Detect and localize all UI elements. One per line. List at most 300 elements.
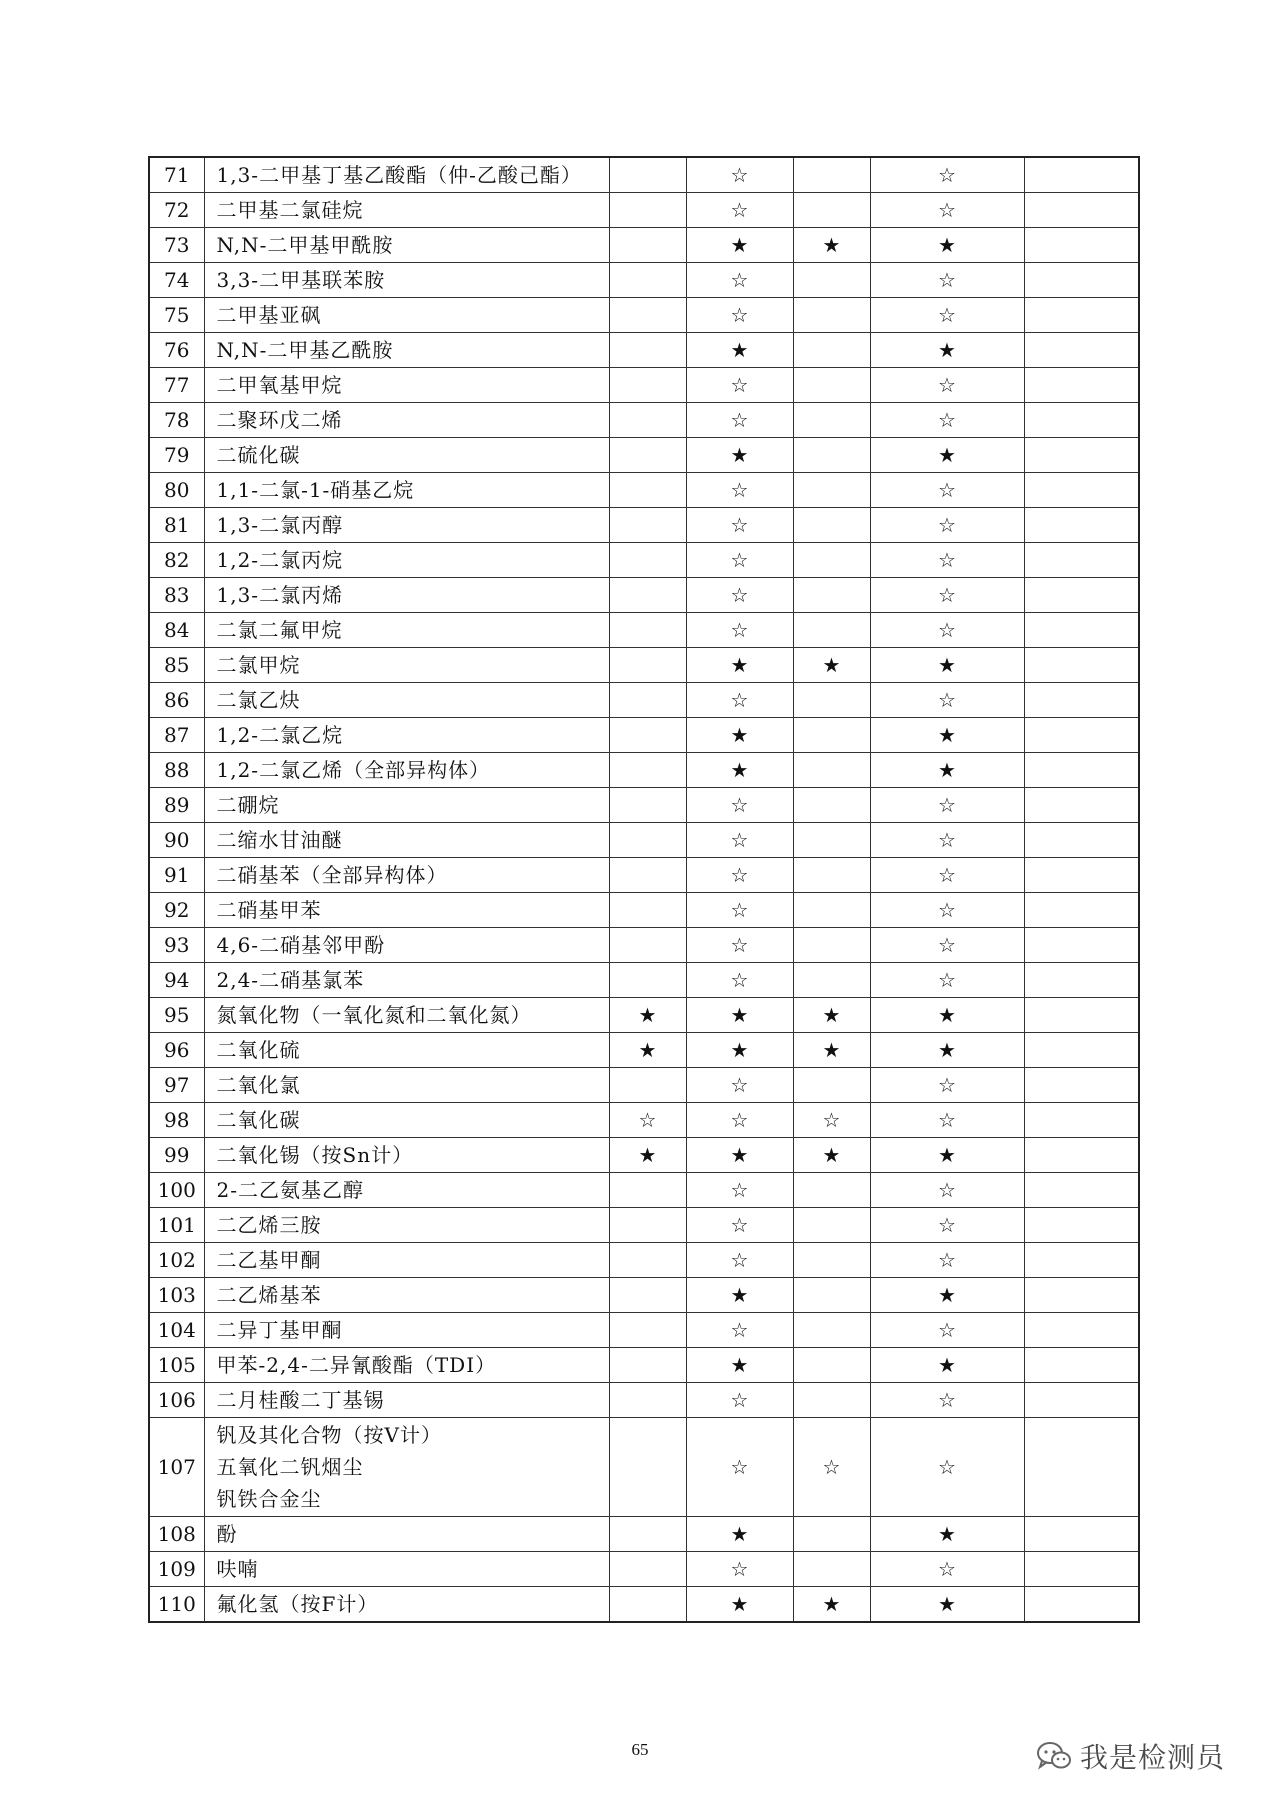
substance-name-line: 3,3-二甲基联苯胺 [216,268,386,292]
mark-cell-col-3 [793,613,870,648]
mark-cell-col-2: ☆ [686,683,793,718]
substance-name-line: 二乙基甲酮 [216,1248,322,1272]
mark-cell-col-4: ★ [870,1278,1024,1313]
substance-name-line: 二硝基苯（全部异构体） [216,863,448,887]
row-number: 108 [149,1517,204,1552]
mark-cell-col-5 [1024,438,1139,473]
mark-cell-col-5 [1024,1313,1139,1348]
mark-cell-col-3 [793,368,870,403]
mark-cell-col-5 [1024,228,1139,263]
mark-cell-col-4: ☆ [870,858,1024,893]
row-number: 110 [149,1587,204,1623]
substance-name [204,193,609,228]
mark-cell-col-2: ★ [686,438,793,473]
row-number: 81 [149,508,204,543]
row-number: 75 [149,298,204,333]
row-number: 72 [149,193,204,228]
mark-cell-col-4: ★ [870,753,1024,788]
mark-cell-col-2: ☆ [686,1383,793,1418]
row-number: 92 [149,893,204,928]
substance-name-line: 二氯甲烷 [216,653,301,677]
mark-cell-col-1 [609,928,686,963]
mark-cell-col-1 [609,1068,686,1103]
mark-cell-col-4: ☆ [870,473,1024,508]
mark-cell-col-4: ☆ [870,613,1024,648]
mark-cell-col-3 [793,893,870,928]
substance-name [204,683,609,718]
mark-cell-col-5 [1024,1348,1139,1383]
substance-name-line: 二甲氧基甲烷 [216,373,343,397]
mark-cell-col-1 [609,508,686,543]
table-row [149,858,1139,893]
table-row [149,403,1139,438]
mark-cell-col-1 [609,1278,686,1313]
mark-cell-col-5 [1024,1278,1139,1313]
table-row [149,753,1139,788]
mark-cell-col-5 [1024,263,1139,298]
mark-cell-col-4: ☆ [870,788,1024,823]
mark-cell-col-1 [609,1208,686,1243]
mark-cell-col-2: ☆ [686,1552,793,1587]
substance-name [204,648,609,683]
mark-cell-col-4: ★ [870,648,1024,683]
mark-cell-col-2: ★ [686,1587,793,1623]
mark-cell-col-3 [793,788,870,823]
table-row [149,1383,1139,1418]
mark-cell-col-2: ☆ [686,1313,793,1348]
wechat-icon [1036,1741,1072,1771]
substance-name-line: 二硼烷 [216,793,280,817]
mark-cell-col-5 [1024,1517,1139,1552]
mark-cell-col-5 [1024,157,1139,193]
mark-cell-col-1 [609,1173,686,1208]
substance-name [204,1348,609,1383]
table-row [149,613,1139,648]
row-number: 90 [149,823,204,858]
substance-name-line: 二硫化碳 [216,443,301,467]
mark-cell-col-1 [609,893,686,928]
mark-cell-col-4: ☆ [870,298,1024,333]
table-row [149,298,1139,333]
row-number: 71 [149,157,204,193]
mark-cell-col-2: ☆ [686,893,793,928]
table-row [149,578,1139,613]
mark-cell-col-4: ★ [870,998,1024,1033]
substance-name-line: 二氧化氯 [216,1073,301,1097]
mark-cell-col-4: ☆ [870,823,1024,858]
mark-cell-col-2: ☆ [686,578,793,613]
mark-cell-col-5 [1024,963,1139,998]
substance-name [204,1418,609,1517]
substance-name-line: 1,2-二氯乙烷 [216,723,344,747]
substance-name [204,1208,609,1243]
substance-name-line: 1,3-二氯丙醇 [216,513,344,537]
mark-cell-col-3 [793,157,870,193]
mark-cell-col-5 [1024,403,1139,438]
substance-name-line: 1,1-二氯-1-硝基乙烷 [216,478,415,502]
mark-cell-col-5 [1024,683,1139,718]
substance-name [204,1383,609,1418]
mark-cell-col-3 [793,858,870,893]
mark-cell-col-2: ☆ [686,508,793,543]
row-number: 91 [149,858,204,893]
mark-cell-col-4: ★ [870,438,1024,473]
mark-cell-col-4: ☆ [870,1173,1024,1208]
table-body [149,157,1139,1622]
substance-name-line: N,N-二甲基乙酰胺 [216,338,394,362]
mark-cell-col-1 [609,157,686,193]
table-row [149,718,1139,753]
row-number: 101 [149,1208,204,1243]
mark-cell-col-4: ☆ [870,683,1024,718]
substance-name [204,368,609,403]
mark-cell-col-5 [1024,858,1139,893]
mark-cell-col-5 [1024,753,1139,788]
mark-cell-col-1 [609,578,686,613]
row-number: 97 [149,1068,204,1103]
mark-cell-col-1 [609,333,686,368]
mark-cell-col-5 [1024,1552,1139,1587]
mark-cell-col-4: ☆ [870,543,1024,578]
mark-cell-col-2: ☆ [686,157,793,193]
substance-name-line: 氟化氢（按F计） [216,1592,379,1616]
row-number: 78 [149,403,204,438]
mark-cell-col-3 [793,473,870,508]
row-number: 96 [149,1033,204,1068]
substance-name [204,1517,609,1552]
mark-cell-col-3 [793,1208,870,1243]
mark-cell-col-4: ★ [870,1348,1024,1383]
mark-cell-col-1 [609,718,686,753]
mark-cell-col-1: ☆ [609,1103,686,1138]
mark-cell-col-2: ★ [686,718,793,753]
table-row [149,543,1139,578]
row-number: 89 [149,788,204,823]
mark-cell-col-3: ☆ [793,1418,870,1517]
mark-cell-col-5 [1024,1243,1139,1278]
mark-cell-col-4: ★ [870,1517,1024,1552]
mark-cell-col-5 [1024,1138,1139,1173]
mark-cell-col-1 [609,368,686,403]
mark-cell-col-2: ☆ [686,1418,793,1517]
table-row [149,1278,1139,1313]
mark-cell-col-2: ☆ [686,368,793,403]
mark-cell-col-2: ☆ [686,823,793,858]
mark-cell-col-4: ☆ [870,928,1024,963]
mark-cell-col-2: ☆ [686,858,793,893]
substance-name [204,298,609,333]
substance-name [204,1033,609,1068]
substance-name-line: 二异丁基甲酮 [216,1318,343,1342]
substance-name [204,157,609,193]
mark-cell-col-2: ☆ [686,788,793,823]
row-number: 74 [149,263,204,298]
row-number: 102 [149,1243,204,1278]
mark-cell-col-2: ☆ [686,543,793,578]
mark-cell-col-2: ☆ [686,963,793,998]
mark-cell-col-1 [609,473,686,508]
mark-cell-col-2: ★ [686,228,793,263]
table-row [149,1348,1139,1383]
mark-cell-col-5 [1024,193,1139,228]
mark-cell-col-4: ☆ [870,1383,1024,1418]
substance-name [204,963,609,998]
mark-cell-col-5 [1024,928,1139,963]
substance-name-line: 4,6-二硝基邻甲酚 [216,933,386,957]
substance-name [204,788,609,823]
mark-cell-col-1 [609,403,686,438]
substance-name [204,543,609,578]
substance-name-line: 二氯乙炔 [216,688,301,712]
substance-name-line: 二缩水甘油醚 [216,828,343,852]
substance-name [204,928,609,963]
row-number: 73 [149,228,204,263]
substance-name [204,228,609,263]
table-row [149,823,1139,858]
row-number: 107 [149,1418,204,1517]
mark-cell-col-5 [1024,1173,1139,1208]
mark-cell-col-2: ★ [686,333,793,368]
row-number: 82 [149,543,204,578]
row-number: 94 [149,963,204,998]
substance-name-line: 二氧化锡（按Sn计） [216,1143,414,1167]
mark-cell-col-4: ☆ [870,1313,1024,1348]
mark-cell-col-4: ☆ [870,157,1024,193]
mark-cell-col-1: ★ [609,1033,686,1068]
mark-cell-col-5 [1024,298,1139,333]
table-row [149,473,1139,508]
mark-cell-col-1: ★ [609,1138,686,1173]
table-row [149,1313,1139,1348]
mark-cell-col-3: ☆ [793,1103,870,1138]
mark-cell-col-1 [609,683,686,718]
mark-cell-col-3 [793,1552,870,1587]
substance-name-line: 2,4-二硝基氯苯 [216,968,365,992]
mark-cell-col-5 [1024,1068,1139,1103]
mark-cell-col-3 [793,1068,870,1103]
mark-cell-col-3 [793,683,870,718]
substance-name [204,718,609,753]
mark-cell-col-5 [1024,648,1139,683]
row-number: 99 [149,1138,204,1173]
mark-cell-col-1 [609,543,686,578]
table-row [149,1138,1139,1173]
mark-cell-col-5 [1024,473,1139,508]
mark-cell-col-2: ☆ [686,263,793,298]
mark-cell-col-1 [609,1552,686,1587]
mark-cell-col-1 [609,963,686,998]
mark-cell-col-4: ★ [870,333,1024,368]
mark-cell-col-3 [793,333,870,368]
substance-name [204,263,609,298]
mark-cell-col-3 [793,718,870,753]
mark-cell-col-1 [609,1348,686,1383]
watermark-text: 我是检测员 [1080,1741,1226,1774]
mark-cell-col-2: ☆ [686,193,793,228]
mark-cell-col-1 [609,1587,686,1623]
substance-name [204,998,609,1033]
substance-name-line: N,N-二甲基甲酰胺 [216,233,394,257]
watermark [1036,1736,1225,1776]
mark-cell-col-3 [793,508,870,543]
mark-cell-col-5 [1024,998,1139,1033]
substance-name [204,613,609,648]
mark-cell-col-3 [793,403,870,438]
substance-table [148,156,1140,1623]
substance-name [204,403,609,438]
mark-cell-col-2: ★ [686,1517,793,1552]
mark-cell-col-4: ☆ [870,963,1024,998]
row-number: 93 [149,928,204,963]
mark-cell-col-3 [793,823,870,858]
mark-cell-col-1 [609,263,686,298]
mark-cell-col-3 [793,928,870,963]
page-number: 65 [631,1740,649,1759]
substance-name [204,1068,609,1103]
substance-name-line: 二月桂酸二丁基锡 [216,1388,385,1412]
substance-name-line: 二甲基亚砜 [216,303,322,327]
mark-cell-col-2: ★ [686,753,793,788]
mark-cell-col-2: ☆ [686,613,793,648]
mark-cell-col-5 [1024,1208,1139,1243]
mark-cell-col-1 [609,753,686,788]
substance-name-line: 1,2-二氯乙烯（全部异构体） [216,758,491,782]
substance-name-line: 酚 [216,1522,238,1546]
mark-cell-col-5 [1024,1587,1139,1623]
substance-name [204,823,609,858]
substance-name-line: 甲苯-2,4-二异氰酸酯（TDI） [216,1353,497,1377]
substance-name-line: 二硝基甲苯 [216,898,322,922]
mark-cell-col-2: ☆ [686,1068,793,1103]
substance-name [204,1552,609,1587]
mark-cell-col-2: ★ [686,1138,793,1173]
substance-name [204,858,609,893]
substance-name [204,1587,609,1623]
mark-cell-col-2: ★ [686,1278,793,1313]
mark-cell-col-3 [793,1243,870,1278]
row-number: 80 [149,473,204,508]
mark-cell-col-1 [609,1243,686,1278]
mark-cell-col-5 [1024,893,1139,928]
mark-cell-col-3 [793,578,870,613]
mark-cell-col-2: ☆ [686,298,793,333]
row-number: 105 [149,1348,204,1383]
substance-name-line: 氮氧化物（一氧化氮和二氧化氮） [216,1003,532,1027]
mark-cell-col-4: ★ [870,1033,1024,1068]
mark-cell-col-4: ☆ [870,403,1024,438]
mark-cell-col-2: ☆ [686,1103,793,1138]
mark-cell-col-3 [793,1278,870,1313]
mark-cell-col-4: ☆ [870,1208,1024,1243]
table-row [149,1208,1139,1243]
mark-cell-col-3 [793,753,870,788]
mark-cell-col-5 [1024,578,1139,613]
mark-cell-col-4: ☆ [870,508,1024,543]
row-number: 88 [149,753,204,788]
row-number: 79 [149,438,204,473]
substance-name [204,893,609,928]
mark-cell-col-5 [1024,333,1139,368]
table-row [149,1552,1139,1587]
mark-cell-col-3: ★ [793,648,870,683]
row-number: 86 [149,683,204,718]
row-number: 98 [149,1103,204,1138]
mark-cell-col-5 [1024,508,1139,543]
row-number: 109 [149,1552,204,1587]
mark-cell-col-3 [793,1313,870,1348]
mark-cell-col-4: ☆ [870,263,1024,298]
table-row [149,228,1139,263]
mark-cell-col-5 [1024,1418,1139,1517]
substance-name-line: 1,3-二氯丙烯 [216,583,344,607]
mark-cell-col-2: ★ [686,648,793,683]
mark-cell-col-2: ★ [686,1033,793,1068]
table-row [149,683,1139,718]
substance-name [204,1138,609,1173]
mark-cell-col-5 [1024,1033,1139,1068]
substance-name-line: 钒铁合金尘 [216,1487,322,1511]
table-row [149,193,1139,228]
table-row [149,788,1139,823]
substance-name [204,1313,609,1348]
substance-name-line: 钒及其化合物（按V计） [216,1423,442,1447]
mark-cell-col-3 [793,1383,870,1418]
mark-cell-col-1 [609,1418,686,1517]
table-row [149,998,1139,1033]
mark-cell-col-2: ☆ [686,1243,793,1278]
table-row [149,368,1139,403]
mark-cell-col-3: ★ [793,228,870,263]
table-row [149,1243,1139,1278]
mark-cell-col-3 [793,298,870,333]
row-number: 95 [149,998,204,1033]
mark-cell-col-1 [609,1383,686,1418]
mark-cell-col-4: ☆ [870,1243,1024,1278]
substance-name-line: 2-二乙氨基乙醇 [216,1178,364,1202]
substance-name-line: 二乙烯三胺 [216,1213,322,1237]
mark-cell-col-5 [1024,543,1139,578]
mark-cell-col-1 [609,858,686,893]
row-number: 77 [149,368,204,403]
row-number: 106 [149,1383,204,1418]
mark-cell-col-3 [793,193,870,228]
row-number: 104 [149,1313,204,1348]
mark-cell-col-4: ☆ [870,1552,1024,1587]
substance-name [204,578,609,613]
row-number: 85 [149,648,204,683]
row-number: 87 [149,718,204,753]
mark-cell-col-2: ☆ [686,473,793,508]
mark-cell-col-1 [609,298,686,333]
substance-name-line: 二氧化碳 [216,1108,301,1132]
table-row [149,1418,1139,1517]
substance-name-line: 1,3-二甲基丁基乙酸酯（仲-乙酸己酯） [216,163,582,187]
mark-cell-col-3: ★ [793,1587,870,1623]
mark-cell-col-1 [609,228,686,263]
substance-name-line: 二氧化硫 [216,1038,301,1062]
mark-cell-col-2: ★ [686,998,793,1033]
mark-cell-col-1 [609,823,686,858]
mark-cell-col-5 [1024,1383,1139,1418]
mark-cell-col-1: ★ [609,998,686,1033]
mark-cell-col-4: ☆ [870,1418,1024,1517]
mark-cell-col-3 [793,1348,870,1383]
mark-cell-col-3 [793,438,870,473]
substance-name-line: 呋喃 [216,1557,259,1581]
mark-cell-col-2: ★ [686,1348,793,1383]
substance-name [204,1173,609,1208]
substance-name-line: 二聚环戊二烯 [216,408,343,432]
